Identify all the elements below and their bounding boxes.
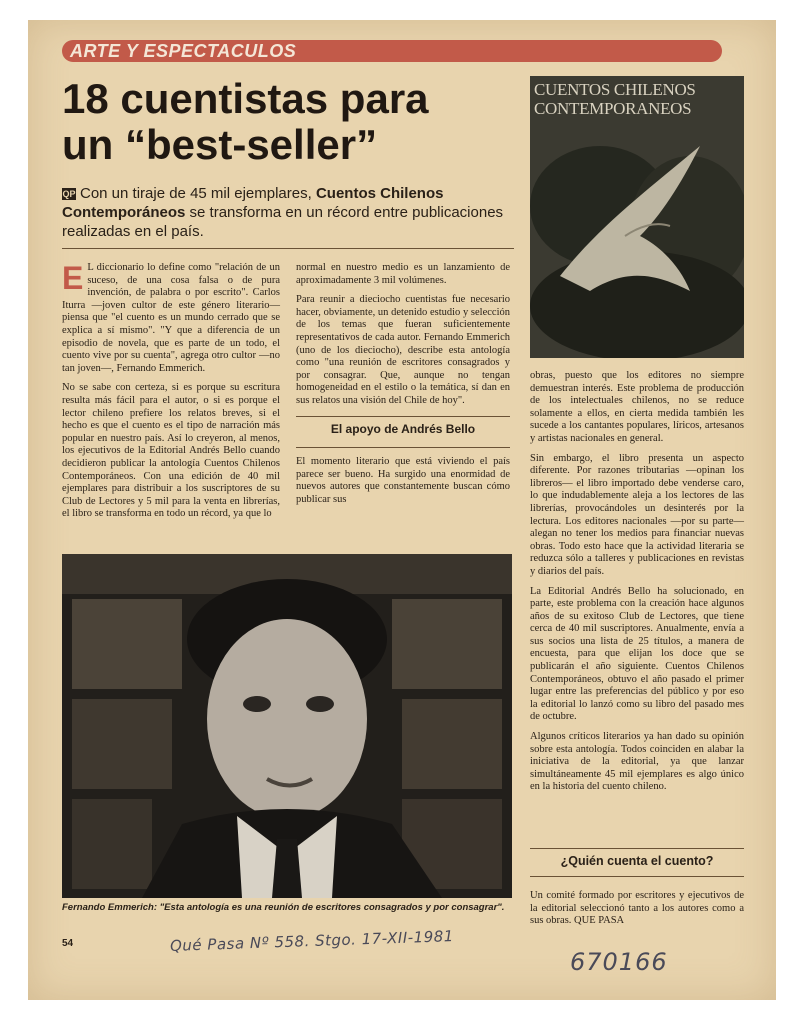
- magazine-logo-icon: QP: [62, 189, 76, 199]
- article-column-3: [530, 370, 744, 801]
- col2-paragraph-3: El momento literario que está viviendo el país parece ser bueno. Ha surgido una enormidad de nuevos autores que constantemente buscan cómo publicar sus: [296, 456, 510, 505]
- book-cover-image: [530, 76, 744, 358]
- sidebar-heading: ¿Quién cuenta el cuento?: [560, 854, 714, 868]
- book-cover-art: [530, 76, 744, 358]
- headline-line-1: 18 cuentistas para: [62, 75, 429, 122]
- author-photo: [62, 554, 512, 898]
- col1-paragraph-2: No se sabe con certeza, si es porque su escritura resulta más fácil para el autor, o si es porque el lector chileno prefiere los relatos breves, si el hecho es que el cuento es el tipo de narración más popular en nuestro país. Así lo creyeron, al menos, los ejecutivos de la Editorial Andrés Bello cuando decidieron publicar la antología Cuentos Chilenos Contemporáneos. Con una edición de 40 mil ejemplares para distribuir a los suscriptores de su Club de Lectores y 5 mil para la venta en librerías, el libro se transforma en todo un récord, ya que lo: [62, 382, 280, 520]
- col1-paragraph-1-text: L diccionario lo define como "relación de un suceso, de una cosa falsa o de pura invención, de palabra o por escrito". Carlos Iturra —joven cultor de este género literario— piensa que "el cuento es un mundo cerrado que se explica a sí mismo". "Y que a diferencia de un episodio de novela, que es parte de un todo, el cuento vive por su cuenta", agrega otro cultor —no tan joven—, Fernando Emmerich.: [62, 262, 280, 374]
- subhead-apoyo: El apoyo de Andrés Bello: [330, 421, 476, 436]
- subhead-rule-top: [296, 416, 510, 417]
- subhead-rule-bottom: [296, 447, 510, 448]
- sidebar-rule-bottom: [530, 876, 744, 877]
- handwritten-id: 670166: [570, 948, 668, 976]
- author-photo-art: [62, 554, 512, 898]
- dek-book-title: Cuentos Chilenos Contemporáneos: [62, 185, 444, 221]
- headline: [62, 76, 502, 168]
- col1-paragraph-1: [62, 262, 280, 375]
- dek: [62, 184, 522, 241]
- cover-title: CUENTOS CHILENOS CONTEMPORANEOS: [534, 80, 696, 118]
- dek-text-2: se transforma en un récord entre publicaciones realizadas en el país.: [62, 204, 504, 240]
- headline-line-2: un “best-seller”: [62, 121, 378, 168]
- article-column-1: [62, 262, 280, 528]
- col2-paragraph-2: Para reunir a dieciocho cuentistas fue necesario hacer, obviamente, un detenido estudio y selección de los temas que fueran suficientemente representativos de cada autor. Fernando Emmerich (uno de los dieciocho), describe esta antología como "una reunión de escritores consagrados y por consagrar. Que, aunque no tengan homogeneidad en el estilo o la temática, sí dan en sus relatos una visión del Chile de hoy".: [296, 294, 510, 406]
- article-column-2: [296, 262, 510, 514]
- sidebar-rule-top: [530, 848, 744, 849]
- photo-caption: Fernando Emmerich: "Esta antología es una reunión de escritores consagrados y por consagrar".: [62, 902, 505, 913]
- sidebar-text: Un comité formado por escritores y ejecutivos de la editorial seleccionó tanto a los autores como a sus obras. QUE PASA: [530, 890, 744, 927]
- headline-rule: [62, 248, 514, 249]
- page-number: 54: [62, 938, 74, 949]
- dek-text-1: Con un tiraje de 45 mil ejemplares,: [80, 185, 316, 202]
- col3-paragraph-2: Sin embargo, el libro presenta un aspecto diferente. Por razones tributarias —opinan los libreros— el libro importado debe venderse caro, lo que indudablemente aleja a los lectores de las librerías, provocándoles un desinterés por la lectura. Los editores nacionales —por su parte— alegan no tener los medios para financiar nuevas obras. Todo esto hace que la actividad literaria se reduzca sólo a talleres y publicaciones en revistas y diarios del país.: [530, 452, 744, 577]
- col3-paragraph-3: La Editorial Andrés Bello ha solucionado, en parte, este problema con la creación hace algunos años de su exitoso Club de Lectores, que tiene cerca de 40 mil suscriptores. Anualmente, envía a sus socios una lista de 25 títulos, a manera de encuesta, para que elijan los doce que se publicarán el año siguiente. Cuentos Chilenos Contemporáneos, obtuvo el año pasado el primer lugar entre las preferencias del público y por eso la editorial lo lanzó como su libro del pasado mes de octubre.: [530, 585, 744, 723]
- section-label: ARTE Y ESPECTACULOS: [70, 41, 297, 61]
- drop-cap: E: [62, 260, 84, 296]
- col3-paragraph-1: obras, puesto que los editores no siempre demuestran interés. Este problema de producción de los intelectuales chilenos, no se reduce solamente a ellos, en cierta medida también les sucede a los cantantes populares, líricos, artesanos y artistas nacionales en general.: [530, 370, 744, 444]
- handwritten-source-note: Qué Pasa Nº 558. Stgo. 17-XII-1981: [169, 927, 455, 955]
- col3-paragraph-4: Algunos críticos literarios ya han dado su opinión sobre esta antología. Todos coinciden en alabar la iniciativa de la editorial, ya que lanzar simultáneamente 45 mil ejemplares es algo único en la historia del cuento chileno.: [530, 731, 744, 793]
- col2-paragraph-1: normal en nuestro medio es un lanzamiento de aproximadamente 3 mil volúmenes.: [296, 262, 510, 286]
